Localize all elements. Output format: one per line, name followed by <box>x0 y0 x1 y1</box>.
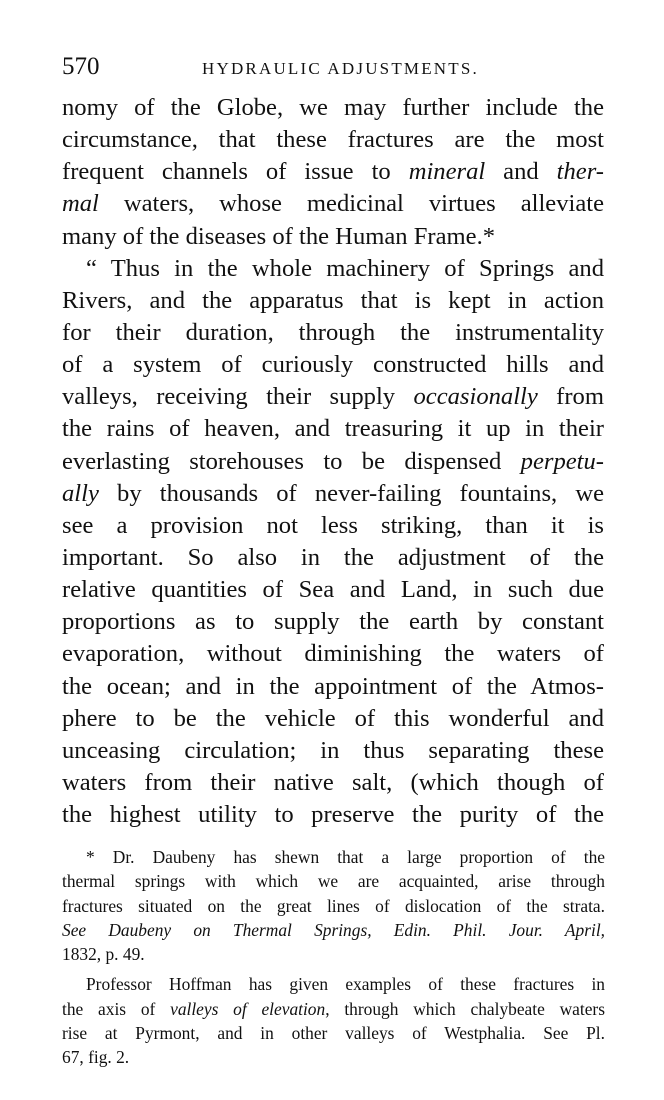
footnote-line <box>62 1021 605 1045</box>
text-segment: 67, fig. 2. <box>62 1047 130 1068</box>
italic-segment: See Daubeny on Thermal Springs, Edin. Phil. Jour. April, <box>62 919 605 940</box>
body-line <box>62 799 604 831</box>
body-line <box>62 542 604 574</box>
text-segment: for their duration, through the instrumentality <box>62 318 604 346</box>
text-segment: from <box>537 383 604 411</box>
italic-segment: ther- <box>556 158 604 186</box>
page-number: 570 <box>62 53 100 80</box>
italic-segment: perpetu- <box>520 447 604 475</box>
body-line <box>62 221 604 253</box>
italic-segment: valleys of elevation <box>170 998 326 1019</box>
body-text <box>62 92 604 831</box>
text-segment: relative quantities of Sea and Land, in such due <box>62 576 604 604</box>
body-line <box>62 124 604 156</box>
text-segment: the highest utility to preserve the purity of the <box>62 801 604 829</box>
body-line <box>62 317 604 349</box>
text-segment: the axis of <box>62 998 171 1019</box>
text-segment: nomy of the Globe, we may further include the <box>62 94 604 121</box>
body-line <box>62 671 604 703</box>
body-line <box>62 510 604 542</box>
body-line <box>62 446 604 478</box>
text-segment: unceasing circulation; in thus separating these <box>62 736 604 764</box>
body-line <box>62 92 604 124</box>
body-line <box>62 381 604 413</box>
body-line <box>62 253 604 285</box>
body-line <box>62 638 604 670</box>
text-segment: 1832, p. 49. <box>62 944 145 965</box>
footnote-line <box>62 972 605 996</box>
text-segment: evaporation, without diminishing the waters of <box>62 640 604 668</box>
body-line <box>62 349 604 381</box>
text-segment: and <box>485 158 557 186</box>
body-line <box>62 156 604 188</box>
text-segment: * Dr. Daubeny has shewn that a large proportion of the <box>86 847 605 867</box>
italic-segment: occasionally <box>413 383 538 411</box>
text-segment: of a system of curiously constructed hills and <box>62 351 604 379</box>
footnote-line <box>62 869 605 893</box>
body-line <box>62 285 604 317</box>
text-segment: proportions as to supply the earth by constant <box>62 608 604 636</box>
body-line <box>62 703 604 735</box>
body-line <box>62 413 604 445</box>
text-segment: important. So also in the adjustment of the <box>62 543 604 571</box>
italic-segment: mal <box>62 190 99 218</box>
text-segment: , through which chalybeate waters <box>325 998 605 1019</box>
text-segment: the rains of heaven, and treasuring it up in their <box>62 415 604 443</box>
text-segment: see a provision not less striking, than it is <box>62 511 604 539</box>
text-segment: rise at Pyrmont, and in other valleys of Westphalia. See Pl. <box>62 1023 605 1044</box>
text-segment: “ Thus in the whole machinery of Springs and <box>86 254 604 282</box>
body-line <box>62 606 604 638</box>
text-segment: frequent channels of issue to <box>62 158 409 186</box>
footnote-line <box>62 894 605 918</box>
text-segment: valleys, receiving their supply <box>62 383 414 411</box>
footnote-line <box>62 918 605 942</box>
footnote-line <box>62 997 605 1021</box>
text-segment: by thousands of never-failing fountains, we <box>98 479 604 507</box>
text-segment: everlasting storehouses to be dispensed <box>62 447 521 475</box>
body-line <box>62 574 604 606</box>
page-header <box>62 50 607 84</box>
body-line <box>62 188 604 220</box>
body-line <box>62 735 604 767</box>
text-segment: many of the diseases of the Human Frame.* <box>62 222 496 250</box>
italic-segment: mineral <box>408 158 486 186</box>
footnote-line <box>62 845 605 869</box>
body-line <box>62 767 604 799</box>
text-segment: the ocean; and in the appointment of the Atmos- <box>62 672 604 700</box>
body-line <box>62 478 604 510</box>
text-segment: thermal springs with which we are acquainted, arise through <box>62 871 605 892</box>
text-segment: Rivers, and the apparatus that is kept in action <box>62 286 604 314</box>
text-segment: waters, whose medicinal virtues alleviate <box>98 190 604 218</box>
text-segment: Professor Hoffman has given examples of these fractures in <box>86 974 605 995</box>
italic-segment: ally <box>62 479 99 507</box>
footnote-line <box>62 1045 605 1069</box>
footnote-line <box>62 942 605 966</box>
text-segment: fractures situated on the great lines of dislocation of the strata. <box>62 895 605 916</box>
text-segment: waters from their native salt, (which though of <box>62 768 604 796</box>
footnotes <box>62 845 605 1070</box>
text-segment: phere to be the vehicle of this wonderful and <box>62 704 604 732</box>
text-segment: circumstance, that these fractures are the most <box>62 126 604 154</box>
running-title: HYDRAULIC ADJUSTMENTS. <box>202 59 479 78</box>
